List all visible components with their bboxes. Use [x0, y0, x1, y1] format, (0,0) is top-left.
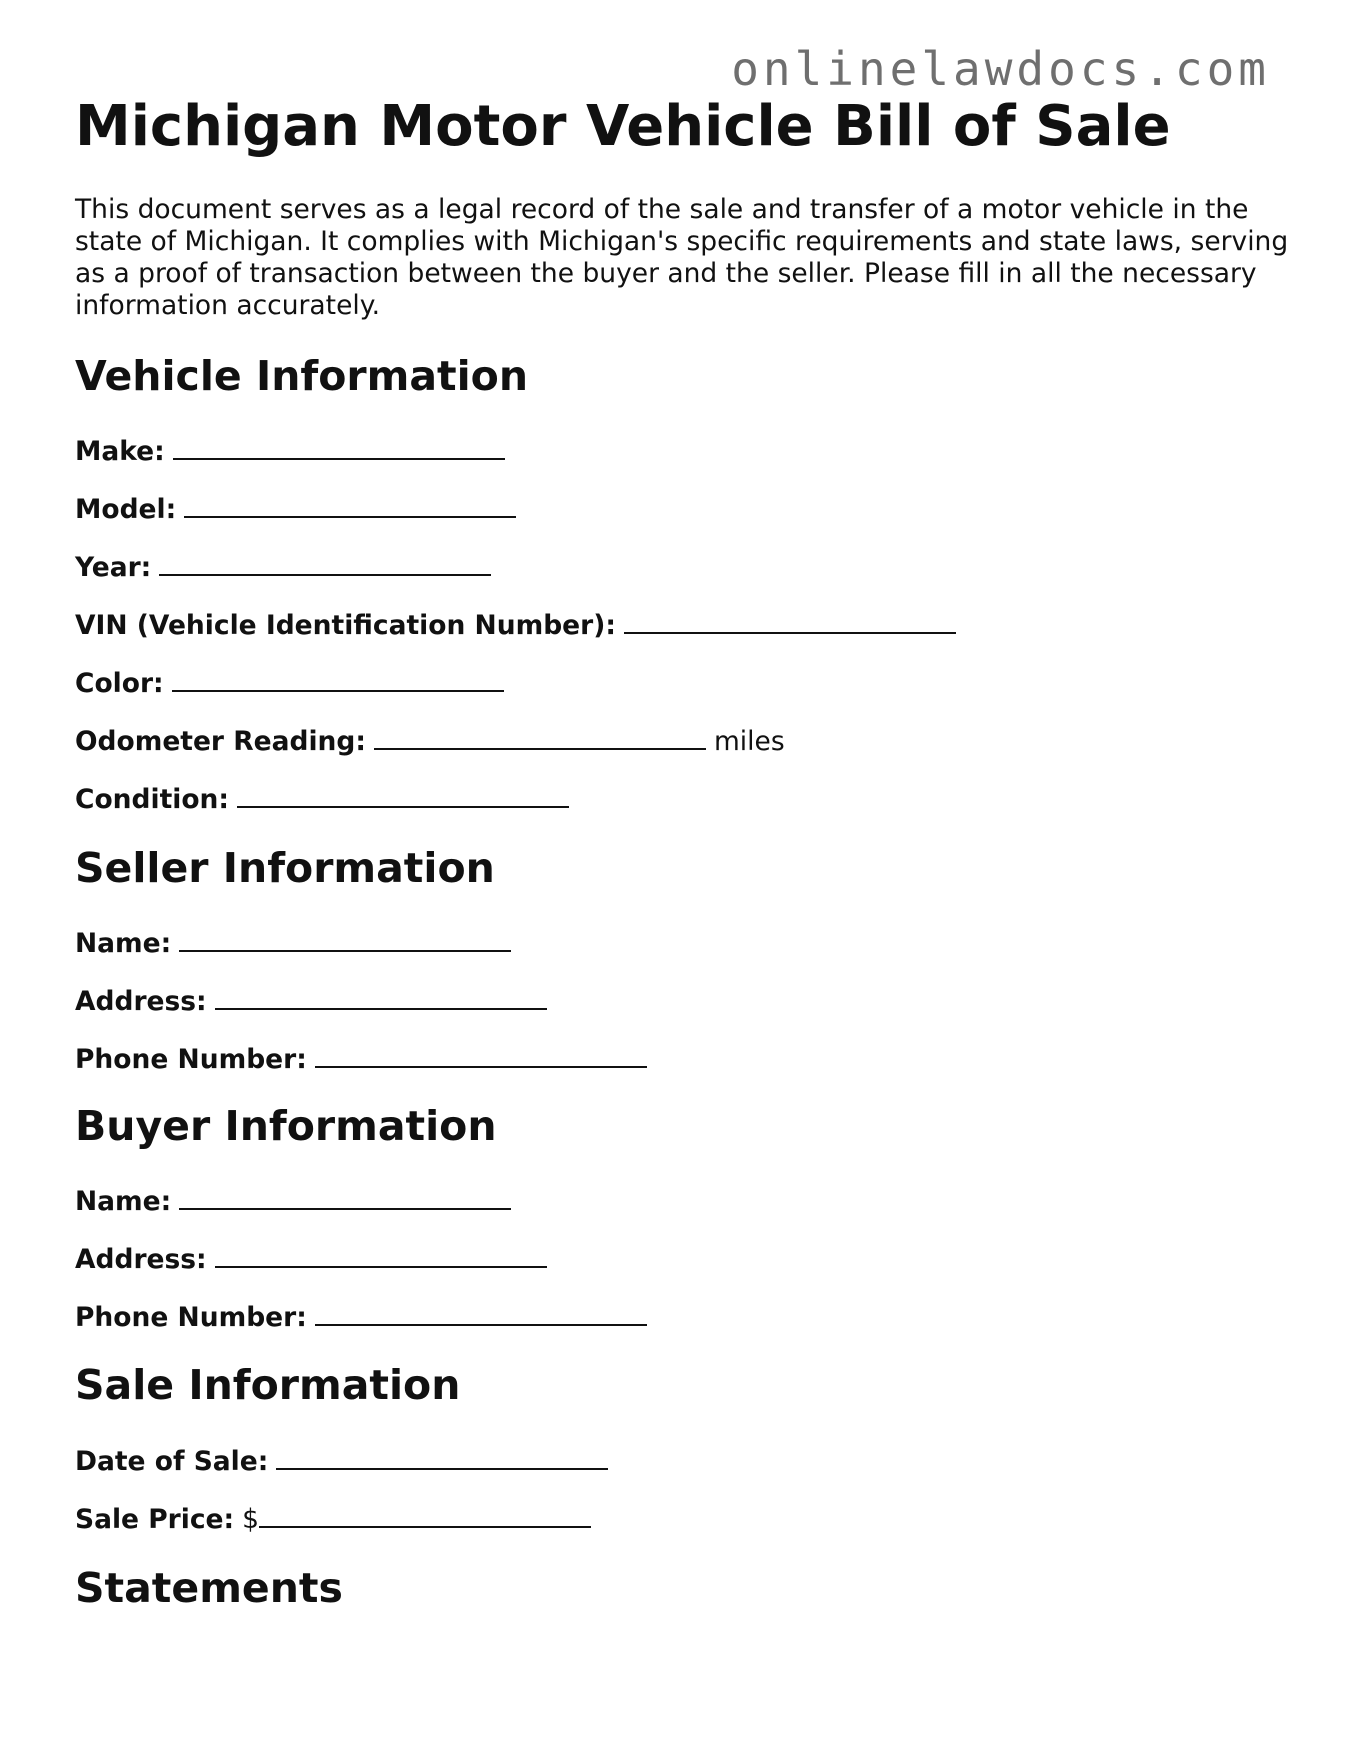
model-field	[75, 494, 516, 524]
sale-price-label: Sale Price:	[75, 1504, 235, 1535]
model-blank[interactable]	[184, 494, 516, 518]
sale-price-blank[interactable]	[259, 1504, 591, 1528]
color-label: Color:	[75, 668, 164, 699]
seller-name-label: Name:	[75, 928, 172, 959]
buyer-name-label: Name:	[75, 1186, 172, 1217]
sale-section-heading: Sale Information	[75, 1361, 461, 1409]
odometer-unit: miles	[713, 726, 785, 757]
intro-paragraph: This document serves as a legal record of the sale and transfer of a motor vehicle in the state of Michigan. It complies with Michigan's specific requirements and state laws, serving as a proof of transaction between the buyer and the seller. Please fill in all the necessary information accurately.	[75, 194, 1289, 321]
buyer-phone-field	[75, 1302, 647, 1332]
year-label: Year:	[75, 552, 152, 583]
odometer-label: Odometer Reading:	[75, 726, 366, 757]
sale-date-blank[interactable]	[276, 1446, 608, 1470]
seller-section-heading: Seller Information	[75, 844, 495, 892]
buyer-phone-blank[interactable]	[315, 1302, 647, 1326]
statements-section-heading: Statements	[75, 1564, 343, 1612]
condition-blank[interactable]	[237, 784, 569, 808]
seller-address-field	[75, 986, 547, 1016]
page-title: Michigan Motor Vehicle Bill of Sale	[75, 94, 1171, 159]
buyer-phone-label: Phone Number:	[75, 1302, 307, 1333]
vin-blank[interactable]	[624, 610, 956, 634]
buyer-section-heading: Buyer Information	[75, 1102, 497, 1150]
condition-label: Condition:	[75, 784, 229, 815]
odometer-field	[75, 726, 785, 756]
buyer-address-field	[75, 1244, 547, 1274]
odometer-blank[interactable]	[374, 726, 706, 750]
seller-phone-blank[interactable]	[315, 1044, 647, 1068]
seller-phone-label: Phone Number:	[75, 1044, 307, 1075]
make-field	[75, 436, 505, 466]
condition-field	[75, 784, 569, 814]
color-field	[75, 668, 504, 698]
make-blank[interactable]	[173, 436, 505, 460]
seller-address-label: Address:	[75, 986, 207, 1017]
year-blank[interactable]	[159, 552, 491, 576]
currency-symbol: $	[242, 1504, 259, 1535]
buyer-address-blank[interactable]	[215, 1244, 547, 1268]
make-label: Make:	[75, 436, 165, 467]
sale-date-field	[75, 1446, 608, 1476]
sale-date-label: Date of Sale:	[75, 1446, 269, 1477]
vin-label: VIN (Vehicle Identification Number):	[75, 610, 616, 641]
seller-name-blank[interactable]	[179, 928, 511, 952]
year-field	[75, 552, 491, 582]
model-label: Model:	[75, 494, 177, 525]
vin-field	[75, 610, 956, 640]
sale-price-field	[75, 1504, 591, 1534]
buyer-address-label: Address:	[75, 1244, 207, 1275]
buyer-name-field	[75, 1186, 511, 1216]
buyer-name-blank[interactable]	[179, 1186, 511, 1210]
seller-address-blank[interactable]	[215, 986, 547, 1010]
seller-phone-field	[75, 1044, 647, 1074]
seller-name-field	[75, 928, 511, 958]
watermark: onlinelawdocs.com	[731, 42, 1270, 96]
vehicle-section-heading: Vehicle Information	[75, 352, 529, 400]
color-blank[interactable]	[172, 668, 504, 692]
